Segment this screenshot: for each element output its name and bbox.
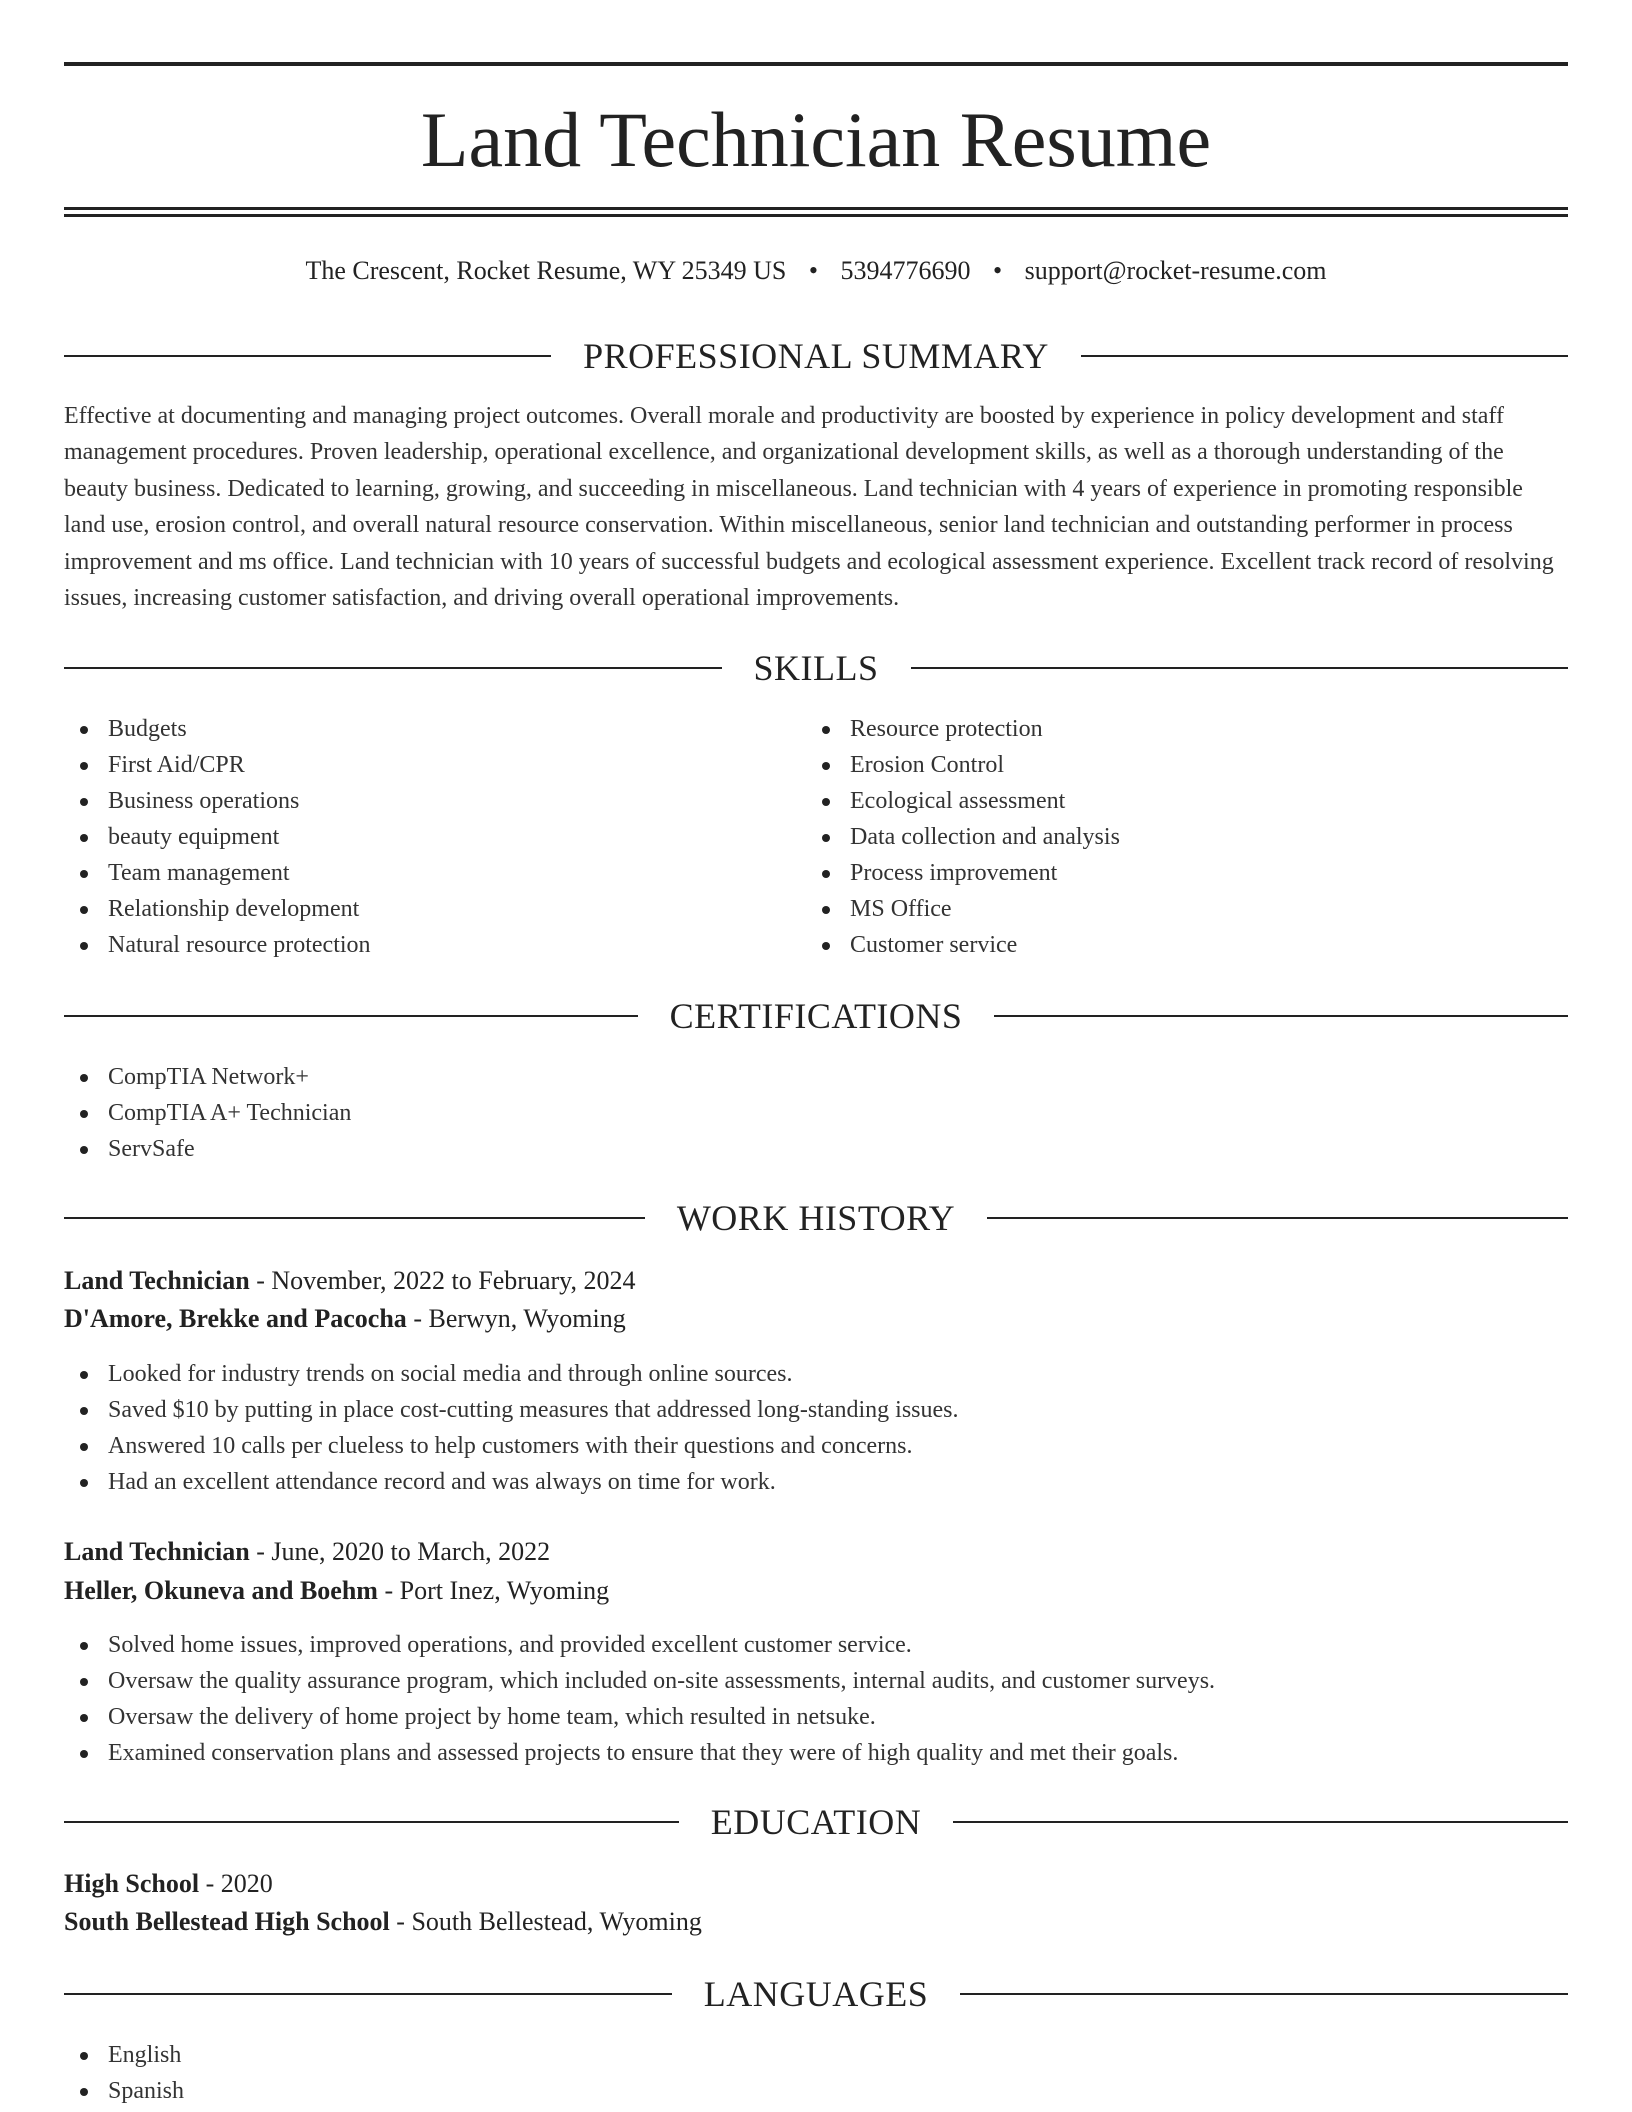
job-bullets xyxy=(64,1627,1215,1771)
skills-heading-label: SKILLS xyxy=(753,648,879,688)
certification-item: ServSafe xyxy=(64,1131,351,1167)
skill-item: Process improvement xyxy=(806,855,1120,891)
education-school: South Bellestead High School xyxy=(64,1907,390,1936)
skill-item: MS Office xyxy=(806,891,1120,927)
work-history-heading xyxy=(64,1196,1568,1240)
education-degree-line xyxy=(64,1866,273,1902)
job-dates: - November, 2022 to February, 2024 xyxy=(249,1266,636,1295)
job-company-line xyxy=(64,1301,626,1337)
job-bullet: Oversaw the delivery of home project by home team, which resulted in netsuke. xyxy=(64,1699,1215,1735)
education-school-line xyxy=(64,1904,702,1940)
skill-item: Budgets xyxy=(64,711,371,747)
job-company: D'Amore, Brekke and Pacocha xyxy=(64,1304,407,1333)
job-company: Heller, Okuneva and Boehm xyxy=(64,1576,378,1605)
certifications-list xyxy=(64,1059,351,1167)
contact-separator: • xyxy=(808,256,818,285)
heading-rule xyxy=(1081,355,1568,357)
education-year: - 2020 xyxy=(199,1869,273,1898)
job-bullet: Looked for industry trends on social media and through online sources. xyxy=(64,1356,959,1392)
job-location: - Port Inez, Wyoming xyxy=(377,1576,610,1605)
skill-item: Team management xyxy=(64,855,371,891)
heading-rule xyxy=(987,1217,1568,1219)
heading-rule xyxy=(911,667,1569,669)
work-history-heading-label: WORK HISTORY xyxy=(676,1198,956,1238)
education-degree: High School xyxy=(64,1869,200,1898)
skill-item: Natural resource protection xyxy=(64,927,371,963)
summary-heading-label: PROFESSIONAL SUMMARY xyxy=(583,336,1049,376)
summary-heading xyxy=(64,334,1568,378)
heading-rule xyxy=(960,1993,1568,1995)
heading-rule xyxy=(953,1821,1568,1823)
job-title: Land Technician xyxy=(64,1537,250,1566)
skill-item: Ecological assessment xyxy=(806,783,1120,819)
skill-item: Resource protection xyxy=(806,711,1120,747)
contact-phone: 5394776690 xyxy=(840,256,971,285)
certifications-heading xyxy=(64,994,1568,1038)
job-bullets xyxy=(64,1356,959,1500)
job-title: Land Technician xyxy=(64,1266,250,1295)
certifications-heading-label: CERTIFICATIONS xyxy=(669,996,963,1036)
job-bullet: Saved $10 by putting in place cost-cutting measures that addressed long-standing issues. xyxy=(64,1392,959,1428)
job-location: - Berwyn, Wyoming xyxy=(406,1304,626,1333)
skill-item: Customer service xyxy=(806,927,1120,963)
skills-heading xyxy=(64,646,1568,690)
top-rule xyxy=(64,62,1568,66)
skill-item: beauty equipment xyxy=(64,819,371,855)
job-bullet: Answered 10 calls per clueless to help customers with their questions and concerns. xyxy=(64,1428,959,1464)
certification-item: CompTIA Network+ xyxy=(64,1059,351,1095)
summary-text: Effective at documenting and managing project outcomes. Overall morale and productivity are boosted by experience in policy development and staff management procedures. Proven leadership, operational excellence, and organizational development skills, as well as a thorough understanding of the beauty business. Dedicated to learning, growing, and succeeding in miscellaneous. Land technician with 4 years of experience in promoting responsible land use, erosion control, and overall natural resource conservation. Within miscellaneous, senior land technician and outstanding performer in process improvement and ms office. Land technician with 10 years of successful budgets and ecological assessment experience. Excellent track record of resolving issues, increasing customer satisfaction, and driving overall operational improvements. xyxy=(64,403,1554,612)
job-title-line xyxy=(64,1534,550,1570)
contact-email: support@rocket-resume.com xyxy=(1024,256,1327,285)
resume-title: Land Technician Resume xyxy=(420,96,1212,183)
languages-heading-label: LANGUAGES xyxy=(703,1974,929,2014)
title-double-rule xyxy=(64,207,1568,217)
heading-rule xyxy=(64,1217,645,1219)
heading-rule xyxy=(994,1015,1568,1017)
heading-rule xyxy=(64,1015,638,1017)
job-bullet: Oversaw the quality assurance program, which included on-site assessments, internal audits, and customer surveys. xyxy=(64,1663,1215,1699)
skill-item: Business operations xyxy=(64,783,371,819)
skill-item: Data collection and analysis xyxy=(806,819,1120,855)
certification-item: CompTIA A+ Technician xyxy=(64,1095,351,1131)
education-heading xyxy=(64,1800,1568,1844)
heading-rule xyxy=(64,1993,672,1995)
job-bullet: Examined conservation plans and assessed projects to ensure that they were of high quality and met their goals. xyxy=(64,1735,1215,1771)
languages-list xyxy=(64,2037,184,2109)
contact-line xyxy=(64,254,1568,288)
skills-list-left xyxy=(64,711,371,963)
skill-item: Erosion Control xyxy=(806,747,1120,783)
education-location: - South Bellestead, Wyoming xyxy=(389,1907,702,1936)
language-item: Spanish xyxy=(64,2073,184,2109)
contact-separator: • xyxy=(993,256,1003,285)
job-dates: - June, 2020 to March, 2022 xyxy=(249,1537,551,1566)
education-heading-label: EDUCATION xyxy=(710,1802,922,1842)
contact-address: The Crescent, Rocket Resume, WY 25349 US xyxy=(305,256,787,285)
languages-heading xyxy=(64,1972,1568,2016)
skill-item: First Aid/CPR xyxy=(64,747,371,783)
heading-rule xyxy=(64,355,551,357)
heading-rule xyxy=(64,667,722,669)
skills-list-right xyxy=(806,711,1120,963)
language-item: English xyxy=(64,2037,184,2073)
job-bullet: Solved home issues, improved operations, and provided excellent customer service. xyxy=(64,1627,1215,1663)
skill-item: Relationship development xyxy=(64,891,371,927)
heading-rule xyxy=(64,1821,679,1823)
job-company-line xyxy=(64,1573,609,1609)
job-bullet: Had an excellent attendance record and was always on time for work. xyxy=(64,1464,959,1500)
job-title-line xyxy=(64,1263,635,1299)
